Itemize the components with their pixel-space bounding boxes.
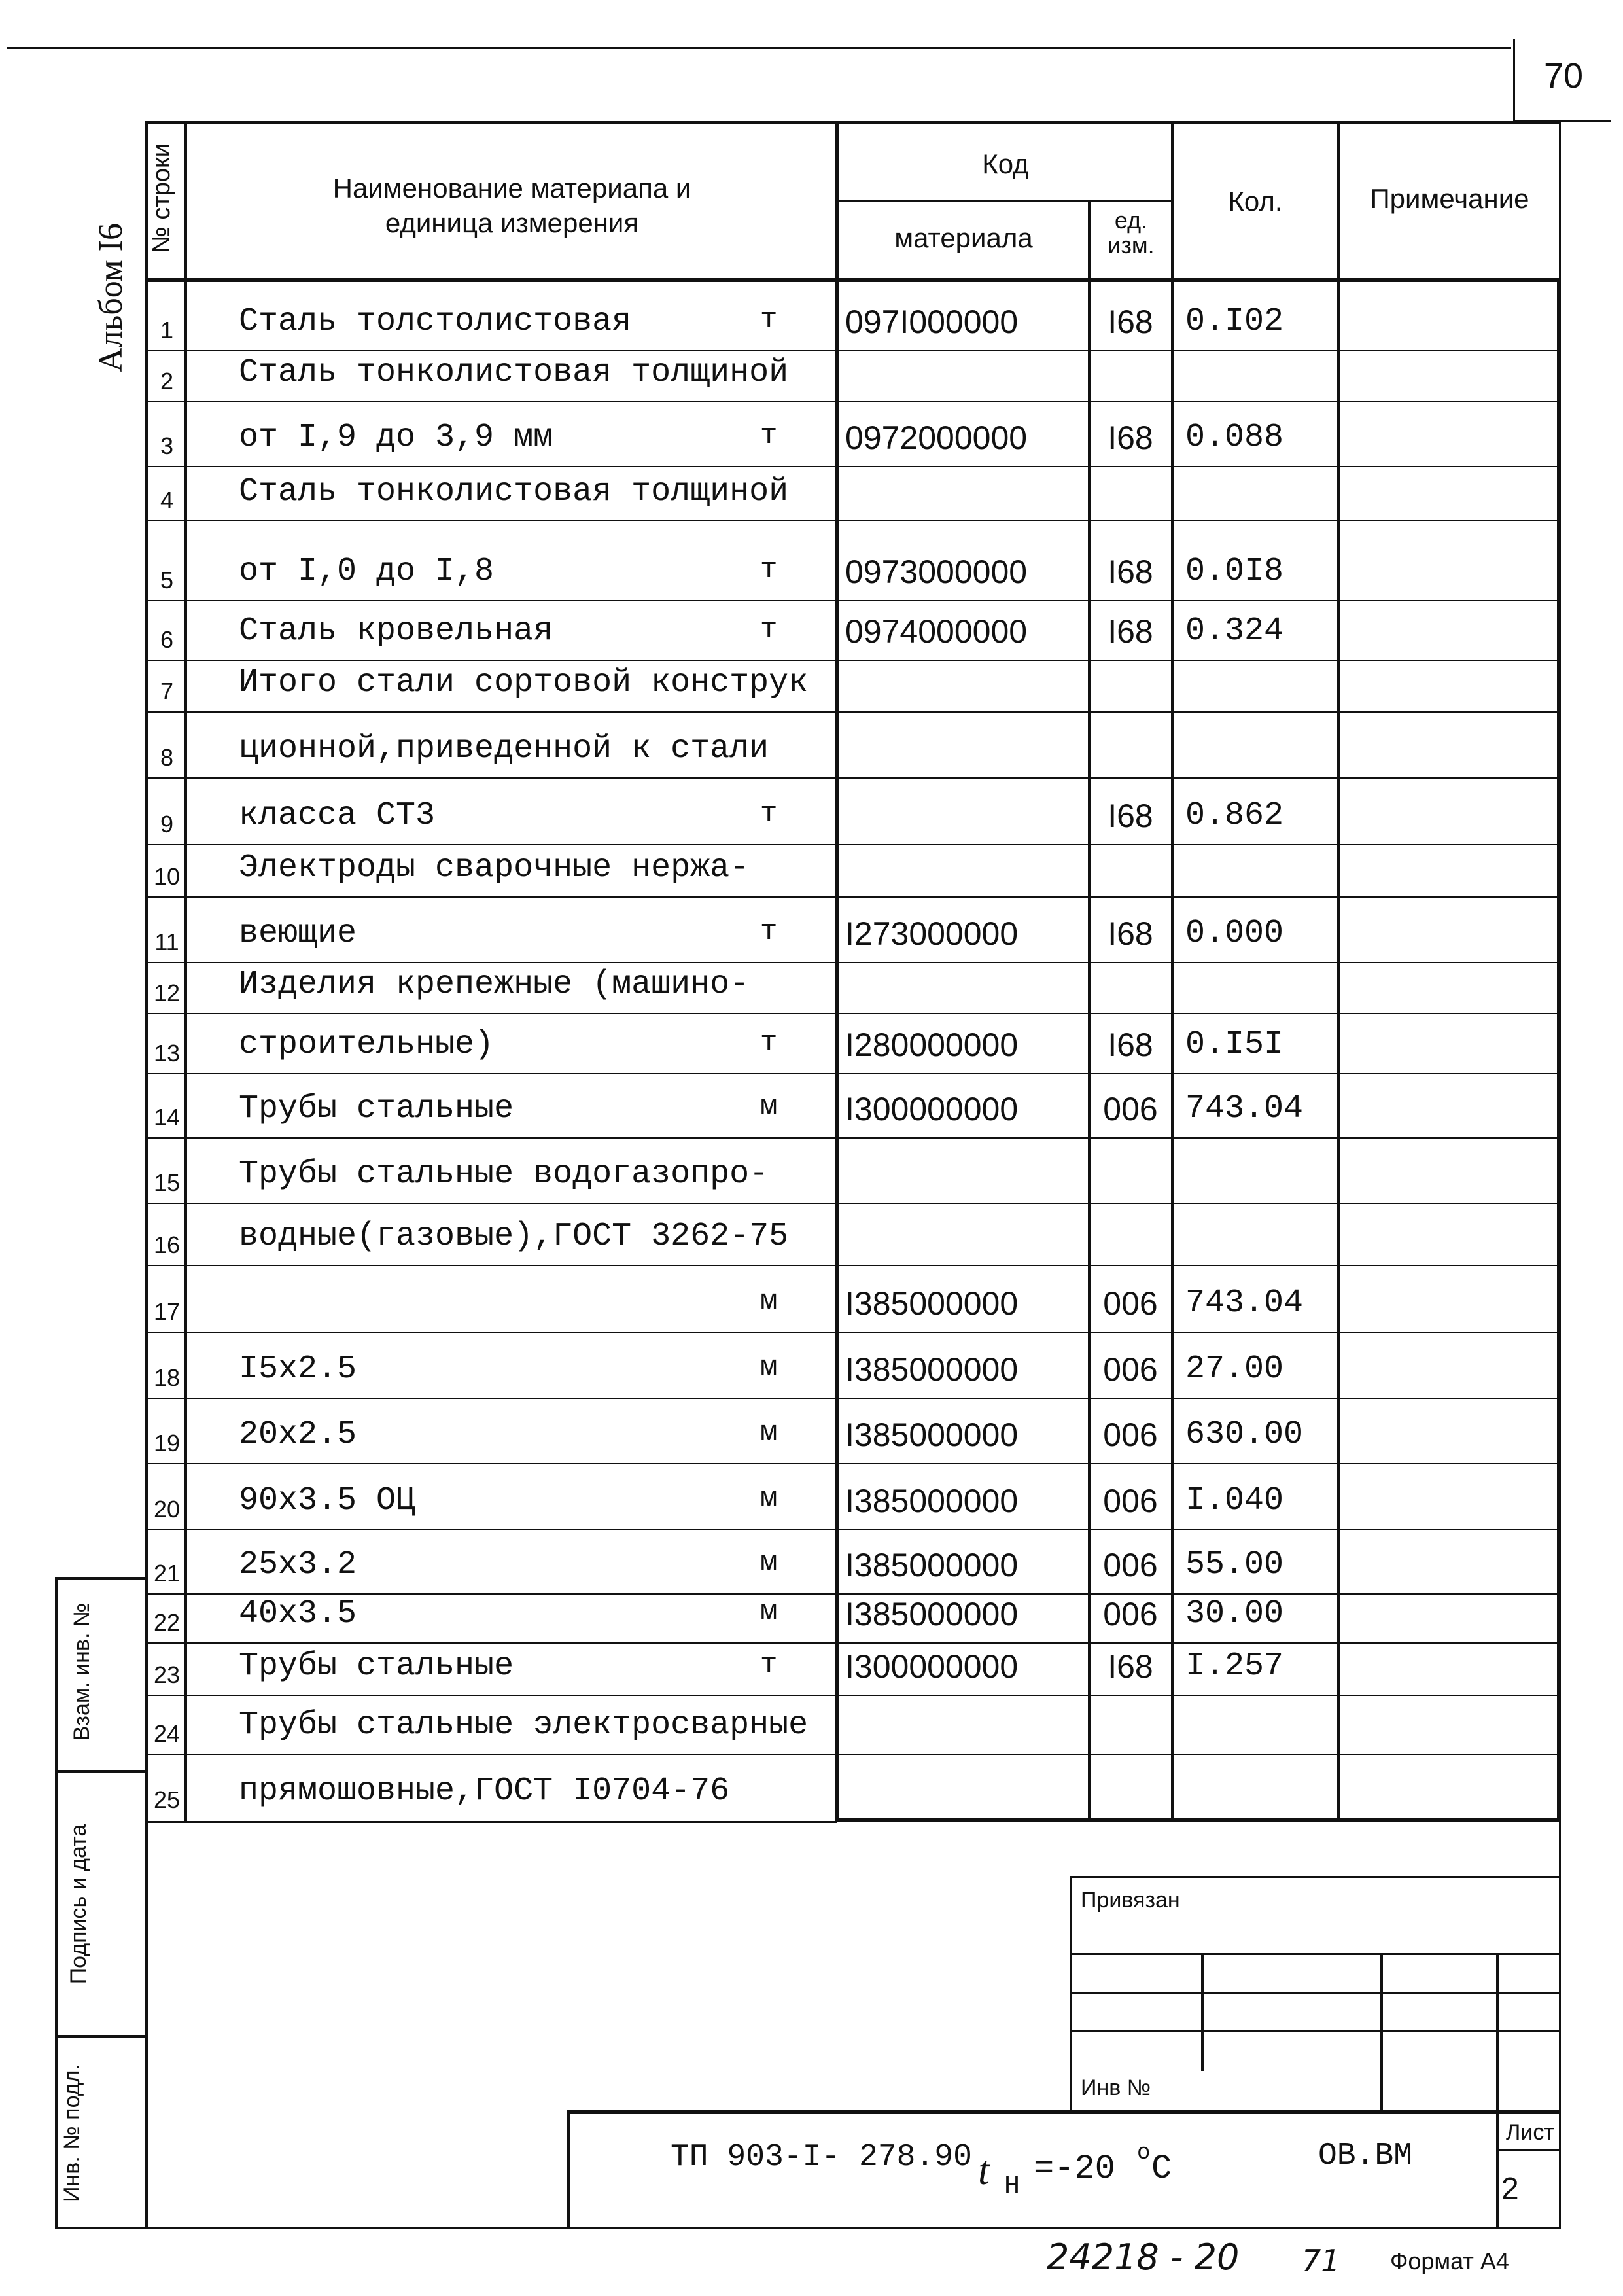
material-code: I300000000 bbox=[845, 1648, 1019, 1685]
header-top-line bbox=[145, 121, 1561, 124]
tb-main-left bbox=[567, 2110, 570, 2228]
row-number: 19 bbox=[153, 1430, 181, 1457]
stamp-podpis: Подпись и дата bbox=[66, 1824, 91, 1985]
tb-inv-label: Инв № bbox=[1081, 2075, 1151, 2100]
material-name: Итого стали сортовой конструк bbox=[239, 664, 809, 701]
quantity: 630.00 bbox=[1185, 1416, 1304, 1453]
material-name: 20x2.5 bbox=[239, 1416, 357, 1453]
tb-temp-t: t bbox=[978, 2147, 990, 2193]
row-divider bbox=[145, 896, 1561, 898]
frame-left bbox=[145, 121, 148, 2228]
quantity: 0.0I8 bbox=[1185, 553, 1284, 590]
header-qty: Кол. bbox=[1228, 186, 1283, 217]
header-note: Примечание bbox=[1370, 183, 1529, 214]
unit-of-measure: м bbox=[760, 1547, 778, 1580]
row-divider bbox=[145, 1332, 1561, 1333]
row-number: 17 bbox=[153, 1298, 181, 1325]
row-divider bbox=[145, 660, 1561, 661]
unit-code: I68 bbox=[1108, 304, 1153, 340]
quantity: 0.000 bbox=[1185, 915, 1284, 952]
row-number: 2 bbox=[160, 368, 174, 395]
material-name: прямошовные,ГОСТ I0704-76 bbox=[239, 1773, 730, 1810]
col-line-note-bold bbox=[1557, 278, 1561, 1822]
unit-of-measure: т bbox=[760, 1027, 778, 1059]
material-code: I385000000 bbox=[845, 1417, 1019, 1453]
col-line-unit bbox=[1171, 121, 1174, 1822]
header-code: Код bbox=[982, 149, 1029, 179]
quantity: 30.00 bbox=[1185, 1595, 1284, 1633]
material-name: от I,0 до I,8 bbox=[239, 553, 495, 590]
col-line-rownum bbox=[184, 121, 187, 1822]
col-line-code bbox=[1088, 200, 1091, 1822]
material-name: Сталь кровельная bbox=[239, 612, 553, 650]
material-name: веющие bbox=[239, 915, 357, 952]
header-name: Наименование материапа и единица измерения bbox=[332, 173, 691, 238]
row-number: 13 bbox=[153, 1040, 181, 1067]
row-number: 20 bbox=[153, 1496, 181, 1523]
unit-of-measure: м bbox=[760, 1285, 778, 1318]
row-divider bbox=[145, 466, 1561, 467]
row-divider bbox=[145, 520, 1561, 521]
quantity: I.257 bbox=[1185, 1648, 1284, 1685]
quantity: 0.324 bbox=[1185, 612, 1284, 650]
col-line-qty bbox=[1337, 121, 1340, 1822]
tb-sheet-label: Лист bbox=[1506, 2120, 1554, 2145]
material-name: Сталь толстолистовая bbox=[239, 303, 632, 340]
quantity: 55.00 bbox=[1185, 1546, 1284, 1583]
row-number: 7 bbox=[160, 678, 174, 705]
tb-grid-vline-2 bbox=[1380, 1953, 1383, 2111]
row-number: 18 bbox=[153, 1364, 181, 1391]
row-number: 14 bbox=[153, 1104, 181, 1131]
row-number: 15 bbox=[153, 1169, 181, 1196]
table-bottom-left bbox=[145, 1821, 837, 1823]
unit-code: 006 bbox=[1103, 1483, 1158, 1519]
row-number: 21 bbox=[153, 1560, 181, 1587]
material-name: водные(газовые),ГОСТ 3262-75 bbox=[239, 1218, 789, 1255]
material-code: 0972000000 bbox=[845, 419, 1028, 456]
tb-grid-line-2 bbox=[1070, 1992, 1560, 1994]
unit-of-measure: м bbox=[760, 1417, 778, 1449]
tb-temp-sub: H bbox=[1004, 2172, 1021, 2202]
page-bottom-line bbox=[145, 2227, 1561, 2229]
tb-grid-vline-1 bbox=[1201, 1953, 1204, 2071]
material-name: Изделия крепежные (машино- bbox=[239, 966, 750, 1003]
unit-of-measure: м bbox=[760, 1483, 778, 1515]
row-number: 16 bbox=[153, 1231, 181, 1258]
unit-code: 006 bbox=[1103, 1351, 1158, 1388]
header-code-unit: ед. изм. bbox=[1108, 207, 1155, 258]
material-code: 097I000000 bbox=[845, 304, 1019, 340]
material-name: ционной,приведенной к стали bbox=[239, 730, 769, 768]
material-name: от I,9 до 3,9 мм bbox=[239, 419, 553, 456]
row-divider bbox=[145, 1754, 1561, 1755]
row-divider bbox=[145, 1593, 1561, 1595]
stamp-vzam: Взам. инв. № bbox=[69, 1602, 94, 1741]
material-name: 25x3.2 bbox=[239, 1546, 357, 1583]
page-number: 70 bbox=[1543, 56, 1584, 96]
row-number: 23 bbox=[153, 1661, 181, 1688]
tb-main-top bbox=[568, 2110, 1561, 2114]
unit-code: I68 bbox=[1108, 554, 1153, 590]
row-divider bbox=[145, 962, 1561, 963]
page-number-box-left bbox=[1513, 39, 1515, 121]
unit-of-measure: т bbox=[760, 1648, 778, 1681]
unit-code: I68 bbox=[1108, 798, 1153, 834]
tb-sheet-split bbox=[1496, 2149, 1561, 2151]
album-label: Альбом I6 bbox=[92, 223, 130, 372]
material-name: Сталь тонколистовая толщиной bbox=[239, 473, 789, 510]
material-name: Трубы стальные bbox=[239, 1090, 514, 1127]
row-number: 22 bbox=[153, 1609, 181, 1636]
unit-code: I68 bbox=[1108, 1648, 1153, 1685]
unit-of-measure: т bbox=[760, 554, 778, 586]
row-divider bbox=[145, 350, 1561, 351]
row-number: 24 bbox=[153, 1720, 181, 1747]
material-code: I385000000 bbox=[845, 1483, 1019, 1519]
tb-grid-line-1 bbox=[1070, 1953, 1560, 1955]
row-divider bbox=[145, 1013, 1561, 1014]
row-divider bbox=[145, 1695, 1561, 1696]
unit-of-measure: т bbox=[760, 304, 778, 336]
unit-code: I68 bbox=[1108, 915, 1153, 952]
row-divider bbox=[145, 844, 1561, 845]
tb-privyazan-top bbox=[1070, 1876, 1560, 1878]
material-code: I300000000 bbox=[845, 1091, 1019, 1127]
row-divider bbox=[145, 1265, 1561, 1266]
row-number: 4 bbox=[160, 487, 174, 514]
tb-temp-unit: C bbox=[1151, 2149, 1172, 2188]
row-number: 5 bbox=[160, 567, 174, 593]
material-code: I273000000 bbox=[845, 915, 1019, 952]
material-code: 0973000000 bbox=[845, 554, 1028, 590]
tb-privyazan-label: Привязан bbox=[1081, 1888, 1180, 1913]
row-divider bbox=[145, 600, 1561, 601]
unit-of-measure: м bbox=[760, 1351, 778, 1384]
row-divider bbox=[145, 1073, 1561, 1074]
unit-code: 006 bbox=[1103, 1417, 1158, 1453]
unit-code: 006 bbox=[1103, 1596, 1158, 1633]
quantity: 0.I02 bbox=[1185, 303, 1284, 340]
row-divider bbox=[145, 1642, 1561, 1644]
row-number: 10 bbox=[153, 863, 181, 890]
unit-code: I68 bbox=[1108, 613, 1153, 650]
quantity: 27.00 bbox=[1185, 1351, 1284, 1388]
quantity: I.040 bbox=[1185, 1482, 1284, 1519]
quantity: 743.04 bbox=[1185, 1090, 1304, 1127]
row-number: 1 bbox=[160, 317, 174, 344]
row-divider bbox=[145, 1398, 1561, 1399]
material-code: I385000000 bbox=[845, 1285, 1019, 1322]
unit-code: 006 bbox=[1103, 1091, 1158, 1127]
material-name: класса СТ3 bbox=[239, 797, 436, 834]
tb-doc-code: ТП 903-I- 278.90 bbox=[671, 2140, 972, 2175]
row-number: 6 bbox=[160, 626, 174, 653]
material-code: I385000000 bbox=[845, 1547, 1019, 1583]
row-divider bbox=[145, 1463, 1561, 1464]
material-name: Сталь тонколистовая толщиной bbox=[239, 354, 789, 391]
row-divider bbox=[145, 401, 1561, 402]
material-code: 0974000000 bbox=[845, 613, 1028, 650]
tb-doc-mark: ОВ.ВМ bbox=[1318, 2138, 1413, 2174]
quantity: 0.I5I bbox=[1185, 1026, 1284, 1063]
top-rule bbox=[7, 47, 1511, 49]
tb-grid-line-3 bbox=[1070, 2030, 1560, 2032]
material-name: 40x3.5 bbox=[239, 1595, 357, 1633]
stamp-inv-podl: Инв. № подл. bbox=[60, 2064, 84, 2202]
unit-of-measure: т bbox=[760, 798, 778, 830]
footer-handwritten-number: 24218 - 20 bbox=[1047, 2236, 1240, 2278]
row-number: 11 bbox=[154, 928, 179, 955]
material-name: Трубы стальные водогазопро- bbox=[239, 1156, 769, 1193]
row-divider bbox=[145, 1203, 1561, 1204]
quantity: 0.088 bbox=[1185, 419, 1284, 456]
row-divider bbox=[145, 1529, 1561, 1530]
material-name: Электроды сварочные нержа- bbox=[239, 849, 750, 887]
unit-code: 006 bbox=[1103, 1285, 1158, 1322]
quantity: 743.04 bbox=[1185, 1284, 1304, 1322]
row-number: 3 bbox=[160, 433, 174, 459]
unit-code: I68 bbox=[1108, 1027, 1153, 1063]
row-number: 8 bbox=[160, 744, 174, 771]
unit-of-measure: т bbox=[760, 915, 778, 948]
unit-of-measure: м bbox=[760, 1091, 778, 1123]
table-bottom-bold bbox=[835, 1818, 1561, 1822]
material-name: 90x3.5 ОЦ bbox=[239, 1482, 416, 1519]
tb-grid-vline-3 bbox=[1496, 1953, 1499, 2228]
material-code: I280000000 bbox=[845, 1027, 1019, 1063]
header-bottom-line bbox=[145, 278, 1561, 282]
header-row-number: № строки bbox=[148, 143, 175, 253]
material-code: I385000000 bbox=[845, 1596, 1019, 1633]
row-divider bbox=[145, 777, 1561, 779]
unit-of-measure: м bbox=[760, 1596, 778, 1629]
col-line-name bbox=[835, 121, 839, 1822]
row-number: 12 bbox=[153, 980, 181, 1006]
row-number: 9 bbox=[160, 811, 174, 838]
material-code: I385000000 bbox=[845, 1351, 1019, 1388]
unit-of-measure: т bbox=[760, 419, 778, 452]
header-code-material: материала bbox=[894, 222, 1033, 253]
tb-sheet-value: 2 bbox=[1501, 2172, 1519, 2206]
footer-format: Формат А4 bbox=[1390, 2248, 1509, 2274]
unit-code: 006 bbox=[1103, 1547, 1158, 1583]
stamp-line-1 bbox=[55, 1770, 147, 1773]
material-name: строительные) bbox=[239, 1026, 495, 1063]
unit-code: I68 bbox=[1108, 419, 1153, 456]
quantity: 0.862 bbox=[1185, 797, 1284, 834]
material-name: Трубы стальные bbox=[239, 1648, 514, 1685]
tb-temp-degree: o bbox=[1137, 2141, 1151, 2166]
tb-temp-value: =-20 bbox=[1034, 2149, 1115, 2188]
material-name: Трубы стальные электросварные bbox=[239, 1706, 809, 1744]
code-header-split bbox=[835, 200, 1174, 202]
row-divider bbox=[145, 711, 1561, 713]
row-divider bbox=[145, 1137, 1561, 1139]
material-name: I5x2.5 bbox=[239, 1351, 357, 1388]
unit-of-measure: т bbox=[760, 613, 778, 646]
footer-handwritten-page: 71 bbox=[1302, 2243, 1340, 2278]
row-number: 25 bbox=[153, 1786, 181, 1813]
